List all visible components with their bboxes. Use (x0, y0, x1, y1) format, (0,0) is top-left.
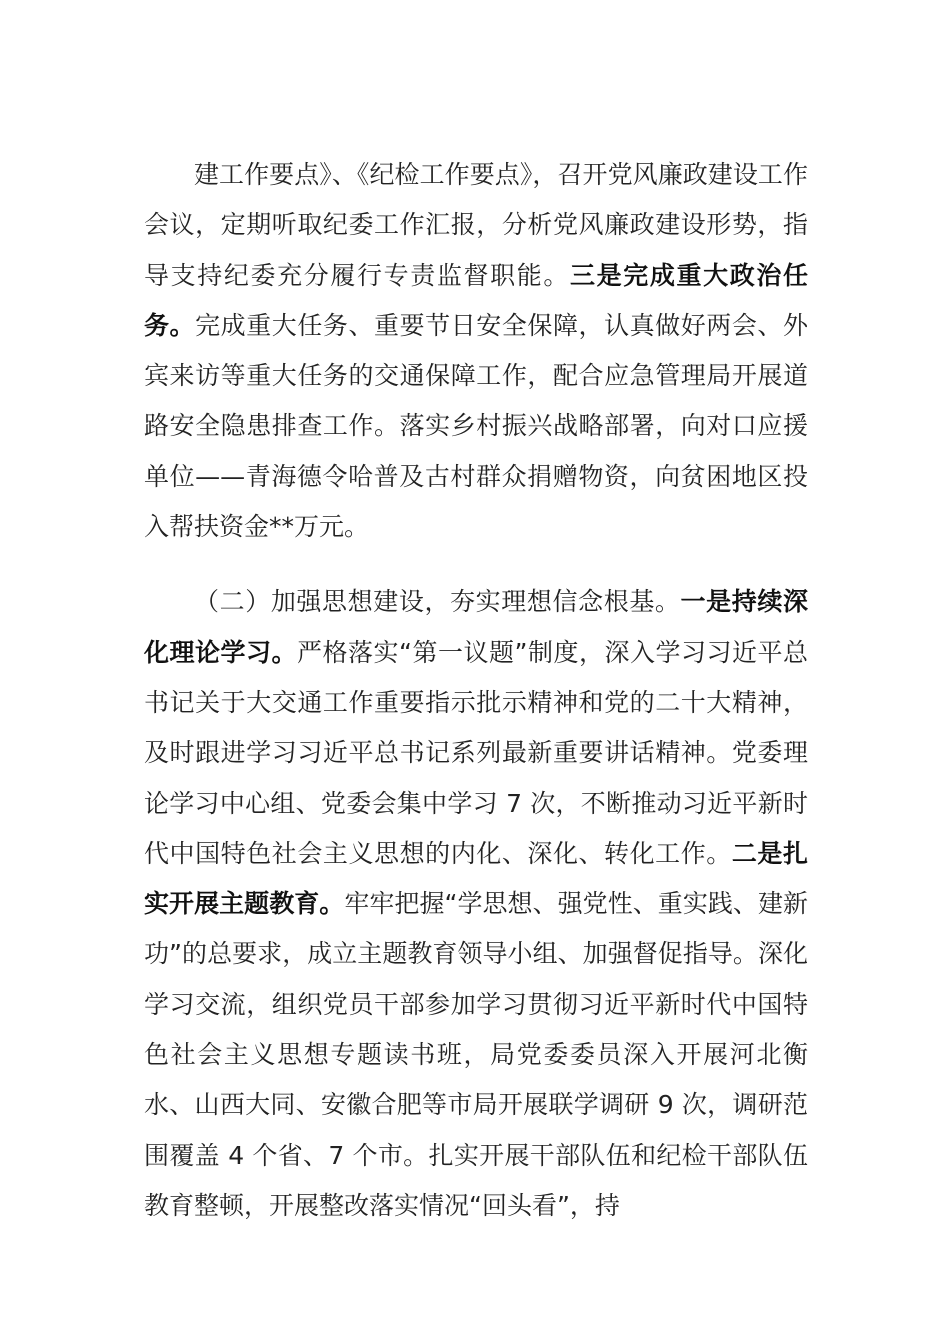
paragraph-text: 牢牢把握“学思想、强党性、重实践、建新功”的总要求，成立主题教育领导小组、加强督促指导。深化学习交流，组织党员干部参加学习贯彻习近平新时代中国特色社会主义思想专题读书班，局党委委员深入开展河北衡水、山西大同、安徽合肥等市局开展联学调研 9 次，调研范围覆盖 4 个省、7 个市。扎实开展干部队伍和纪检干部队伍教育整顿，开展整改落实情况“回头看”，持 (144, 889, 808, 1220)
bold-heading-theme-education: 二是扎实开展主题教育。 (144, 838, 808, 919)
document-body (144, 150, 808, 1231)
section-heading: （二）加强思想建设，夯实理想信念根基。 (194, 587, 681, 617)
paragraph-party-building (144, 150, 808, 552)
paragraph-text: 建工作要点》、《纪检工作要点》，召开党风廉政建设工作会议，定期听取纪委工作汇报，分析党风廉政建设形势，指导支持纪委充分履行专责监督职能。 (144, 160, 808, 290)
paragraph-ideological-building (144, 577, 808, 1231)
paragraph-text: 严格落实“第一议题”制度，深入学习习近平总书记关于大交通工作重要指示批示精神和党的二十大精神，及时跟进学习习近平总书记系列最新重要讲话精神。党委理论学习中心组、党委会集中学习 7 次，不断推动习近平新时代中国特色社会主义思想的内化、深化、转化工作。 (144, 637, 808, 868)
bold-heading-theory-study: 一是持续深化理论学习。 (144, 587, 808, 667)
paragraph-text: 完成重大任务、重要节日安全保障，认真做好两会、外宾来访等重大任务的交通保障工作，配合应急管理局开展道路安全隐患排查工作。落实乡村振兴战略部署，向对口应援单位——青海德令哈普及古村群众捐赠物资，向贫困地区投入帮扶资金**万元。 (144, 310, 808, 542)
bold-heading-political-tasks: 三是完成重大政治任务。 (144, 260, 808, 340)
